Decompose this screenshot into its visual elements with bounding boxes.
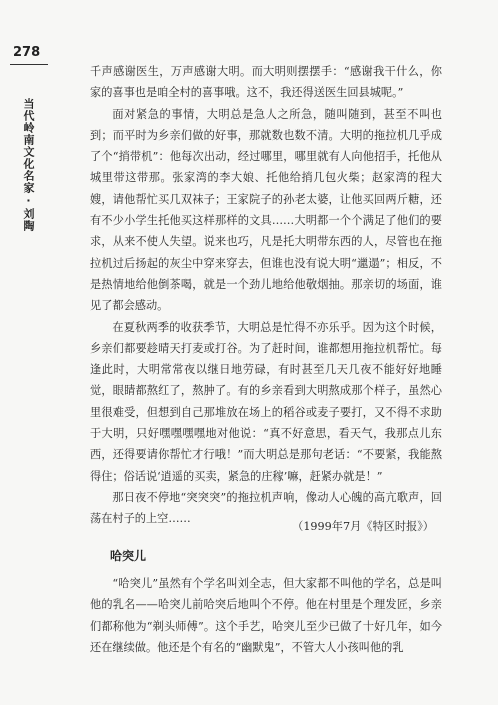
page-number: 278	[13, 45, 41, 60]
paragraph: 在夏秋两季的收获季节，大明总是忙得不亦乐乎。因为这个时候，乡亲们都要趁晴天打麦或打谷。为了赶时间，谁都想用拖拉机帮忙。每逢此时，大明常常夜以继日地劳碌，有时甚至几天几夜不能好好地睡觉，眼睛都熬红了，熬肿了。有的乡亲看到大明熬成那个样子，虽然心里很难受，但想到自己那堆放在场上的稻谷或麦子要打，又不得不求助于大明，只好嘿嘿嘿嘿地对他说：“真不好意思，看天气，我那点儿东西，还得要请你帮忙才行哦！”而大明总是那句老话：“不要紧，我能熬得住；俗话说‘逍遥的买卖，紧急的庄稼’嘛，赶紧办就是！”	[90, 320, 442, 483]
article-body-2	[90, 573, 442, 658]
paragraph: 那日夜不停地“突突突”的拖拉机声响，像动人心魄的高亢歌声，回荡在村子的上空……	[90, 490, 442, 526]
article-title: 哈突儿	[110, 549, 147, 563]
paragraph: 千声感谢医生，万声感谢大明。而大明则摆摆手：“感谢我干什么，你家的喜事也是咱全村的喜事哦。这不，我还得送医生回县城呢。”	[90, 65, 442, 100]
source-citation: （1999年7月《特区时报》）	[292, 520, 434, 533]
running-side-title: 当代岭南文化名家·刘陶	[22, 98, 35, 232]
header-rule	[10, 64, 48, 65]
article-body	[90, 61, 442, 530]
paragraph: 面对紧急的事情，大明总是急人之所急，随叫随到，甚至不叫也到；而平时为乡亲们做的好事，那就数也数不清。大明的拖拉机几乎成了个“捎带机”：他每次出动，经过哪里，哪里就有人向他招手，托他从城里带这带那。张家湾的李大娘、托他给捎几包火柴；赵家湾的程大嫂，请他帮忙买几双袜子；王家院子的孙老太婆，让他买回两斤糖，还有不少小学生托他买这样那样的文具……大明都一个个满足了他们的要求，从来不使人失望。说来也巧，凡是托大明带东西的人，尽管也在拖拉机过后扬起的灰尘中穿来穿去，但谁也没有说大明“邋遢”；相反，不是热情地给他倒茶喝，就是一个劲儿地给他敬烟抽。那亲切的场面，谁见了都会感动。	[90, 107, 442, 313]
paragraph: “哈突儿”虽然有个学名叫刘全志，但大家都不叫他的学名，总是叫他的乳名——哈突儿前哈突后地叫个不停。他在村里是个理发匠，乡亲们都称他为“剃头师傅”。这个手艺，哈突儿至少已做了十好几年，如今还在继续做。他还是个有名的“幽默鬼”，不管大人小孩叫他的乳	[90, 577, 442, 654]
